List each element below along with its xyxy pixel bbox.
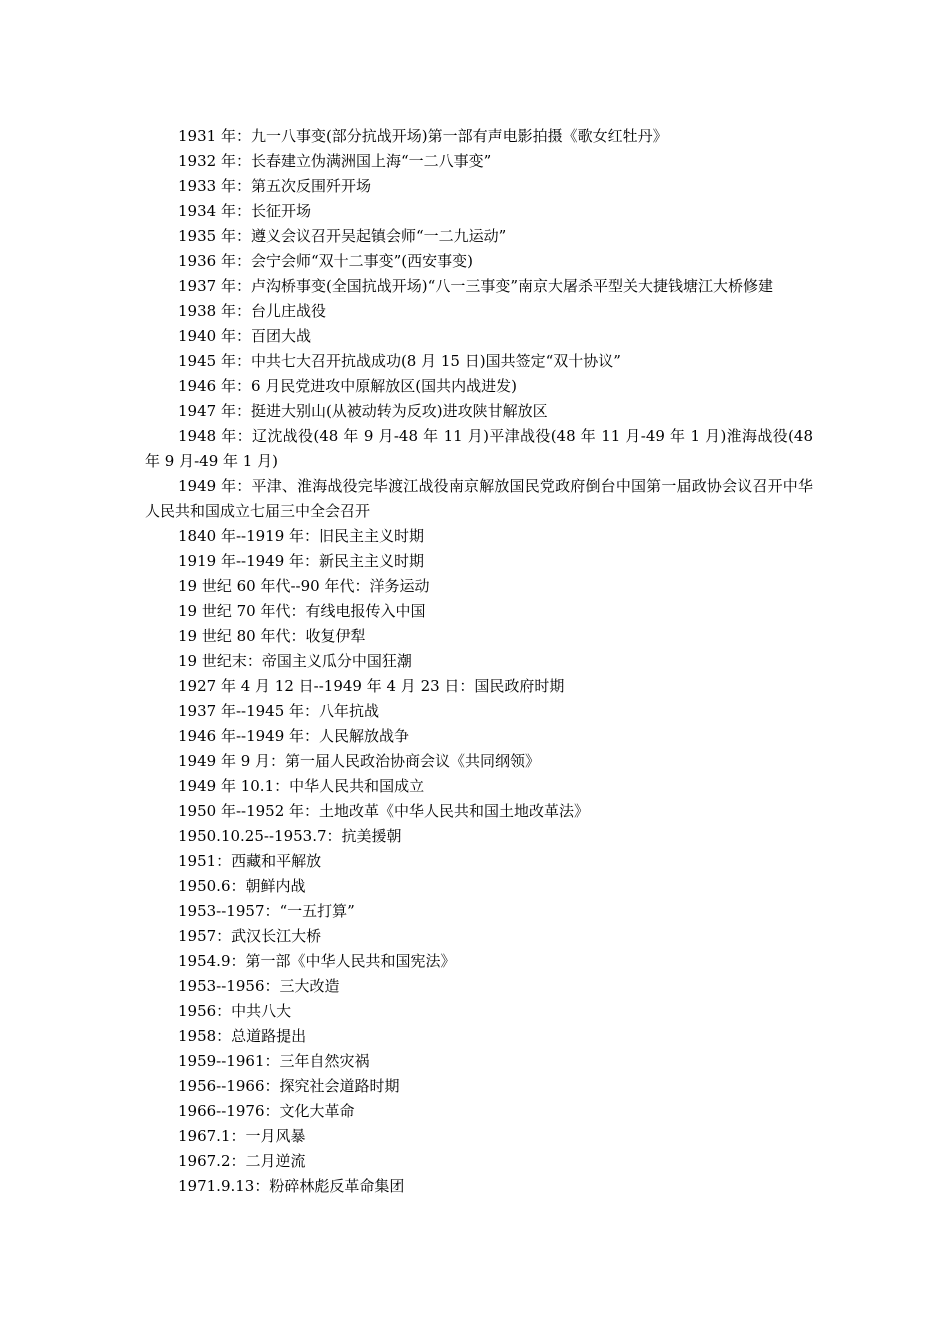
period-1966-1976: 1966--1976：文化大革命 — [178, 1102, 355, 1120]
event-1956: 1956：中共八大 — [178, 1002, 292, 1020]
event-1949-10-01: 1949 年 10.1：中华人民共和国成立 — [178, 777, 425, 795]
period-1959-1961: 1959--1961：三年自然灾祸 — [178, 1052, 370, 1070]
event-1957: 1957：武汉长江大桥 — [178, 927, 322, 945]
timeline-entry-1940: 1940 年：百团大战 — [178, 327, 311, 345]
timeline-entry-1949: 1949 年：平津、淮海战役完毕渡江战役南京解放国民党政府倒台中国第一届政协会议召开中华人民共和国成立七届三中全会召开 — [145, 477, 813, 520]
event-1954-09: 1954.9：第一部《中华人民共和国宪法》 — [178, 952, 456, 970]
timeline-entry-1931: 1931 年：九一八事变(部分抗战开场)第一部有声电影拍摄《歌女红牡丹》 — [178, 127, 668, 145]
timeline-entry-1933: 1933 年：第五次反围歼开场 — [178, 177, 371, 195]
period-1880s: 19 世纪 80 年代：收复伊犁 — [178, 627, 366, 645]
period-1919-1949: 1919 年--1949 年：新民主主义时期 — [178, 552, 425, 570]
period-1927-1949: 1927 年 4 月 12 日--1949 年 4 月 23 日：国民政府时期 — [178, 677, 565, 695]
event-1971-09-13: 1971.9.13：粉碎林彪反革命集团 — [178, 1177, 405, 1195]
period-1953-1957: 1953--1957：“一五打算” — [178, 902, 355, 920]
timeline-entry-1934: 1934 年：长征开场 — [178, 202, 311, 220]
period-1950-1952: 1950 年--1952 年：土地改革《中华人民共和国土地改革法》 — [178, 802, 590, 820]
period-1946-1949: 1946 年--1949 年：人民解放战争 — [178, 727, 410, 745]
period-1840-1919: 1840 年--1919 年：旧民主主义时期 — [178, 527, 425, 545]
event-1958: 1958：总道路提出 — [178, 1027, 307, 1045]
event-1951: 1951：西藏和平解放 — [178, 852, 322, 870]
timeline-entry-1936: 1936 年：会宁会师“双十二事变”(西安事变) — [178, 252, 473, 270]
event-1949-09: 1949 年 9 月：第一届人民政治协商会议《共同纲领》 — [178, 752, 541, 770]
period-1870s: 19 世纪 70 年代：有线电报传入中国 — [178, 602, 426, 620]
timeline-text — [145, 124, 813, 1199]
period-1950-1953: 1950.10.25--1953.7：抗美援朝 — [178, 827, 402, 845]
timeline-entry-1937: 1937 年：卢沟桥事变(全国抗战开场)“八一三事变”南京大屠杀平型关大捷钱塘江大桥修建 — [178, 277, 773, 295]
timeline-entry-1935: 1935 年：遵义会议召开吴起镇会师“一二九运动” — [178, 227, 507, 245]
timeline-entry-1945: 1945 年：中共七大召开抗战成功(8 月 15 日)国共签定“双十协议” — [178, 352, 621, 370]
timeline-entry-1932: 1932 年：长春建立伪满洲国上海“一二八事变” — [178, 152, 492, 170]
period-1956-1966: 1956--1966：探究社会道路时期 — [178, 1077, 400, 1095]
timeline-entry-1947: 1947 年：挺进大别山(从被动转为反攻)进攻陕甘解放区 — [178, 402, 548, 420]
event-1967-02: 1967.2：二月逆流 — [178, 1152, 306, 1170]
period-1860s-1890s: 19 世纪 60 年代--90 年代：洋务运动 — [178, 577, 430, 595]
period-1953-1956: 1953--1956：三大改造 — [178, 977, 340, 995]
period-late-19th-century: 19 世纪末：帝国主义瓜分中国狂潮 — [178, 652, 412, 670]
period-1937-1945: 1937 年--1945 年：八年抗战 — [178, 702, 380, 720]
timeline-entry-1938: 1938 年：台儿庄战役 — [178, 302, 326, 320]
timeline-entry-1948: 1948 年：辽沈战役(48 年 9 月-48 年 11 月)平津战役(48 年 11 月-49 年 1 月)淮海战役(48 年 9 月-49 年 1 月) — [145, 427, 813, 470]
event-1950-06: 1950.6：朝鲜内战 — [178, 877, 306, 895]
timeline-entry-1946: 1946 年：6 月民党进攻中原解放区(国共内战进发) — [178, 377, 517, 395]
event-1967-01: 1967.1：一月风暴 — [178, 1127, 306, 1145]
